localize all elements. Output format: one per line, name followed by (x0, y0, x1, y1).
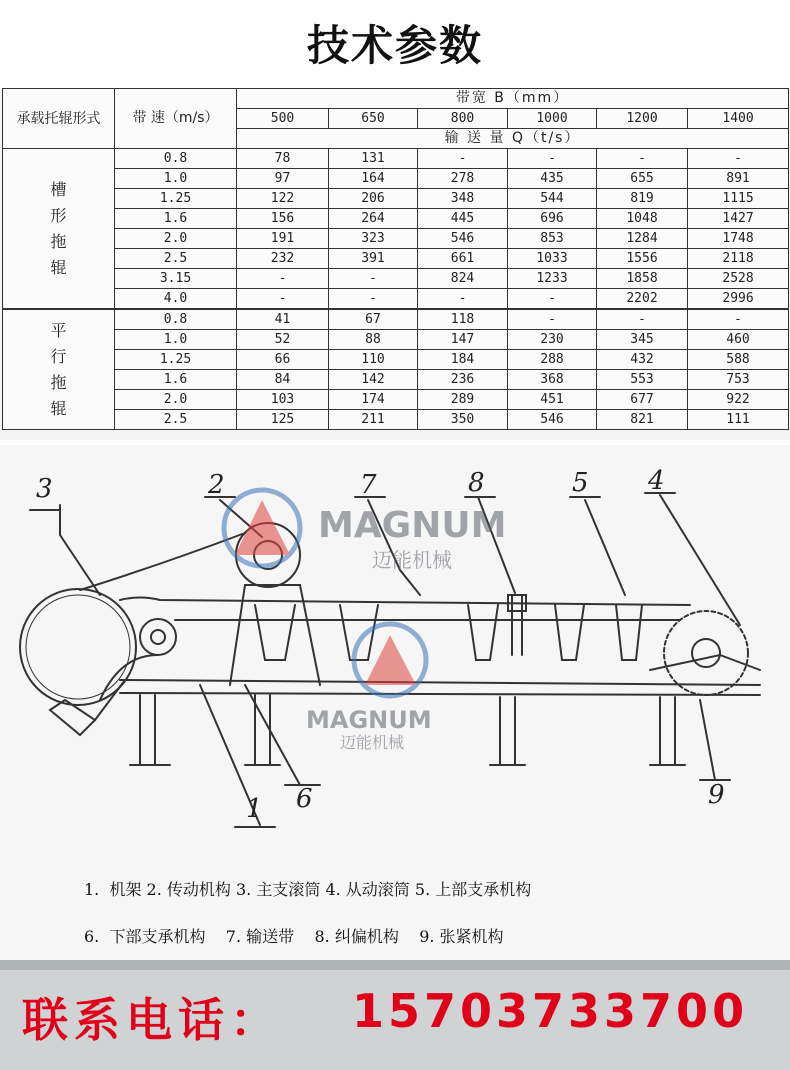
speed-cell: 1.0 (115, 169, 237, 189)
throughput-cell: 819 (597, 189, 688, 209)
throughput-cell: 232 (237, 249, 329, 269)
throughput-cell: 66 (237, 350, 329, 370)
throughput-cell: 174 (329, 390, 418, 410)
table-row (3, 269, 789, 289)
callout-7: 7 (360, 470, 377, 500)
legend-item: 5. 上部支承机构 (414, 880, 532, 899)
throughput-cell: - (329, 269, 418, 289)
throughput-cell: 350 (418, 410, 508, 430)
throughput-cell: - (597, 309, 688, 330)
table-row (3, 169, 789, 189)
throughput-cell: - (508, 149, 597, 169)
callout-3: 3 (36, 474, 53, 504)
speed-cell: 1.25 (115, 189, 237, 209)
throughput-cell: 655 (597, 169, 688, 189)
callout-2: 2 (208, 470, 225, 500)
throughput-cell: 368 (508, 370, 597, 390)
throughput-cell: 460 (688, 330, 789, 350)
legend-item: 9. 张紧机构 (419, 927, 504, 946)
legend-item: 4. 从动滚筒 (325, 880, 410, 899)
throughput-cell: 41 (237, 309, 329, 330)
table-row (3, 229, 789, 249)
throughput-cell: 118 (418, 309, 508, 330)
svg-text:MAGNUM: MAGNUM (306, 706, 432, 734)
legend-row-2 (84, 924, 504, 947)
throughput-cell: 230 (508, 330, 597, 350)
header-width-650: 650 (329, 109, 418, 129)
throughput-cell: 891 (688, 169, 789, 189)
contact-label: 联系电话： (22, 993, 282, 1047)
throughput-cell: 435 (508, 169, 597, 189)
throughput-cell: 661 (418, 249, 508, 269)
conveyor-drawing (0, 445, 790, 860)
speed-cell: 2.0 (115, 390, 237, 410)
conveyor-diagram (0, 445, 790, 860)
spec-table (2, 88, 789, 430)
throughput-cell: 432 (597, 350, 688, 370)
throughput-cell: 922 (688, 390, 789, 410)
throughput-cell: 97 (237, 169, 329, 189)
footer-band (0, 960, 790, 970)
svg-text:MAGNUM: MAGNUM (318, 505, 507, 546)
throughput-cell: 1858 (597, 269, 688, 289)
throughput-cell: 696 (508, 209, 597, 229)
header-width-1400: 1400 (688, 109, 789, 129)
speed-cell: 2.5 (115, 410, 237, 430)
table-row (3, 209, 789, 229)
contact-footer (0, 960, 790, 1070)
throughput-cell: - (508, 289, 597, 310)
header-belt-width: 带宽 B（mm） (237, 89, 789, 109)
throughput-cell: 824 (418, 269, 508, 289)
speed-cell: 1.25 (115, 350, 237, 370)
throughput-cell: 853 (508, 229, 597, 249)
throughput-cell: 264 (329, 209, 418, 229)
throughput-cell: 2118 (688, 249, 789, 269)
throughput-cell: 1748 (688, 229, 789, 249)
throughput-cell: - (329, 289, 418, 310)
throughput-cell: - (418, 149, 508, 169)
throughput-cell: 753 (688, 370, 789, 390)
throughput-cell: 451 (508, 390, 597, 410)
throughput-cell: 88 (329, 330, 418, 350)
roller-type-group (3, 149, 115, 310)
speed-cell: 0.8 (115, 309, 237, 330)
legend-item: 1. 机架 (84, 880, 142, 899)
throughput-cell: - (418, 289, 508, 310)
throughput-cell: 348 (418, 189, 508, 209)
throughput-cell: 52 (237, 330, 329, 350)
table-row (3, 330, 789, 350)
throughput-cell: 445 (418, 209, 508, 229)
spec-table-section (0, 88, 790, 440)
legend-item: 6. 下部支承机构 (84, 927, 206, 946)
legend-row-1 (84, 877, 531, 900)
throughput-cell: 122 (237, 189, 329, 209)
table-row (3, 350, 789, 370)
svg-text:迈能机械: 迈能机械 (372, 548, 452, 572)
throughput-cell: 323 (329, 229, 418, 249)
header-roller-type: 承载托辊形式 (3, 89, 115, 149)
speed-cell: 1.0 (115, 330, 237, 350)
throughput-cell: 111 (688, 410, 789, 430)
throughput-cell: 184 (418, 350, 508, 370)
header-throughput: 输 送 量 Q（t/s） (237, 129, 789, 149)
tail-drum (664, 611, 748, 695)
throughput-cell: 553 (597, 370, 688, 390)
speed-cell: 0.8 (115, 149, 237, 169)
throughput-cell: 1427 (688, 209, 789, 229)
table-row (3, 370, 789, 390)
table-row (3, 410, 789, 430)
throughput-cell: 131 (329, 149, 418, 169)
callout-4: 4 (648, 466, 665, 496)
roller-type-group (3, 309, 115, 430)
throughput-cell: 2202 (597, 289, 688, 310)
header-belt-speed: 带 速（m/s） (115, 89, 237, 149)
throughput-cell: 546 (508, 410, 597, 430)
throughput-cell: 103 (237, 390, 329, 410)
table-row (3, 149, 789, 169)
roller-type-label: 平行拖辊 (50, 320, 67, 418)
throughput-cell: - (237, 269, 329, 289)
callout-8: 8 (468, 468, 485, 498)
throughput-cell: 206 (329, 189, 418, 209)
throughput-cell: 546 (418, 229, 508, 249)
table-row (3, 189, 789, 209)
throughput-cell: 2528 (688, 269, 789, 289)
table-row (3, 249, 789, 269)
speed-cell: 2.5 (115, 249, 237, 269)
throughput-cell: 2996 (688, 289, 789, 310)
header-width-800: 800 (418, 109, 508, 129)
throughput-cell: - (597, 149, 688, 169)
throughput-cell: 236 (418, 370, 508, 390)
legend-item: 3. 主支滚筒 (236, 880, 321, 899)
throughput-cell: 544 (508, 189, 597, 209)
callout-6: 6 (296, 784, 313, 814)
speed-cell: 4.0 (115, 289, 237, 310)
throughput-cell: 78 (237, 149, 329, 169)
throughput-cell: 288 (508, 350, 597, 370)
throughput-cell: - (688, 309, 789, 330)
throughput-cell: 67 (329, 309, 418, 330)
throughput-cell: 164 (329, 169, 418, 189)
throughput-cell: 1033 (508, 249, 597, 269)
throughput-cell: 1556 (597, 249, 688, 269)
legend-item: 7. 输送带 (225, 927, 295, 946)
throughput-cell: 345 (597, 330, 688, 350)
throughput-cell: 278 (418, 169, 508, 189)
contact-phone[interactable]: 15703733700 (352, 984, 749, 1038)
throughput-cell: 125 (237, 410, 329, 430)
page-title: 技术参数 (306, 21, 483, 70)
speed-cell: 2.0 (115, 229, 237, 249)
throughput-cell: 289 (418, 390, 508, 410)
table-row (3, 309, 789, 330)
callout-9: 9 (708, 780, 725, 810)
throughput-cell: - (688, 149, 789, 169)
throughput-cell: 391 (329, 249, 418, 269)
diagram-legend (0, 860, 790, 960)
svg-text:迈能机械: 迈能机械 (340, 733, 405, 752)
table-row (3, 390, 789, 410)
throughput-cell: 191 (237, 229, 329, 249)
header-width-1200: 1200 (597, 109, 688, 129)
header-width-500: 500 (237, 109, 329, 129)
throughput-cell: 1115 (688, 189, 789, 209)
throughput-cell: 142 (329, 370, 418, 390)
throughput-cell: - (237, 289, 329, 310)
throughput-cell: 1233 (508, 269, 597, 289)
throughput-cell: 211 (329, 410, 418, 430)
header-width-1000: 1000 (508, 109, 597, 129)
throughput-cell: 147 (418, 330, 508, 350)
throughput-cell: 821 (597, 410, 688, 430)
legend-item: 8. 纠偏机构 (314, 927, 399, 946)
throughput-cell: 156 (237, 209, 329, 229)
throughput-cell: - (508, 309, 597, 330)
roller-type-label: 槽形拖辊 (50, 179, 67, 277)
callout-1: 1 (246, 794, 263, 824)
speed-cell: 1.6 (115, 209, 237, 229)
throughput-cell: 84 (237, 370, 329, 390)
table-row (3, 289, 789, 310)
callout-5: 5 (572, 468, 589, 498)
throughput-cell: 1284 (597, 229, 688, 249)
speed-cell: 1.6 (115, 370, 237, 390)
throughput-cell: 677 (597, 390, 688, 410)
speed-cell: 3.15 (115, 269, 237, 289)
throughput-cell: 1048 (597, 209, 688, 229)
legend-item: 2. 传动机构 (146, 880, 231, 899)
throughput-cell: 110 (329, 350, 418, 370)
throughput-cell: 588 (688, 350, 789, 370)
